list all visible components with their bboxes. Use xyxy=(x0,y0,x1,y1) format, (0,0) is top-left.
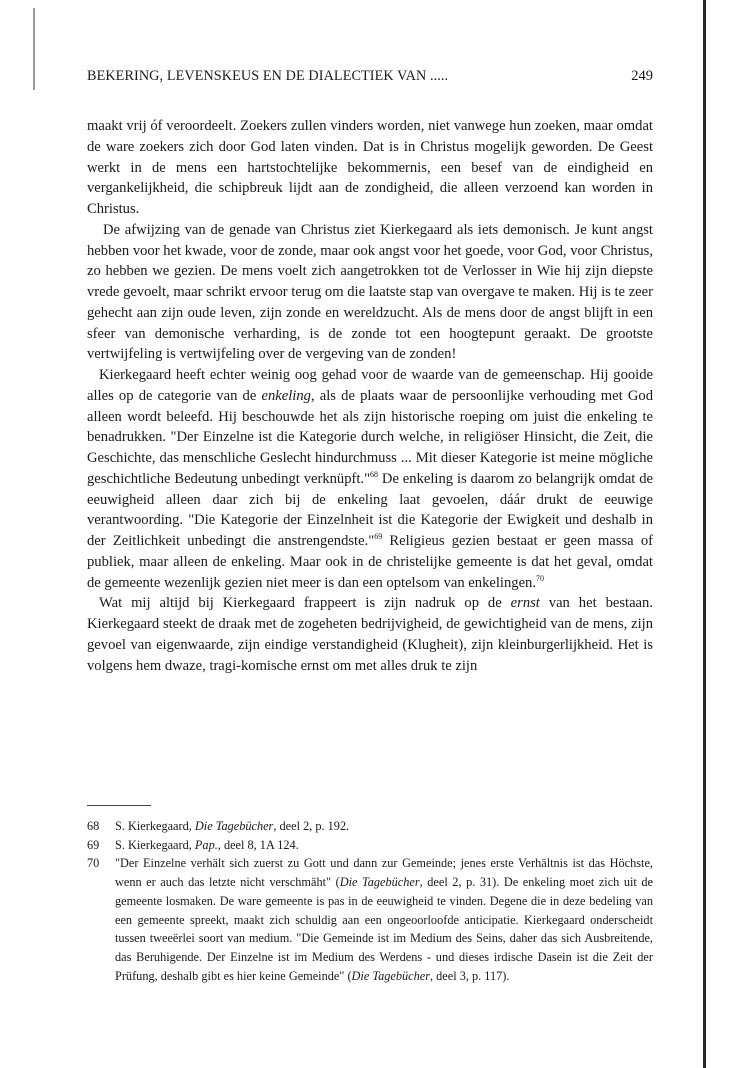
paragraph-3-text-b: , als de plaats waar de persoonlijke verhouding met God alleen wordt beleefd. Hij beschouwde het als zijn historische roeping om juist die enkeling te benadrukken. "Der Einzelne ist die Kategorie durch welche, in religiöser Hinsicht, die Zeit, die Geschichte, das menschliche Geslecht hindurchmuss ... Mit dieser Kategorie ist meine mögliche geschichtliche Bedeutung unbedingt verknüpft." xyxy=(87,387,653,487)
footnote-text-pre: S. Kierkegaard, xyxy=(115,819,195,833)
paragraph-3 xyxy=(87,365,653,593)
scan-edge-left xyxy=(33,8,35,90)
footnote-text xyxy=(115,817,653,836)
footnote-title: Pap. xyxy=(194,837,218,852)
running-head xyxy=(87,68,653,88)
footnote-number: 70 xyxy=(87,856,100,871)
footnote-title: Die Tagebücher xyxy=(194,819,274,833)
note-ref-70[interactable]: 70 xyxy=(536,573,544,583)
footnote-text-pre: "Der Einzelne verhält sich zuerst zu Gott und dann zur Gemeinde; jenes erste Verhältnis ist das Höchste, wenn er auch das letzte nicht verschmäht" ( xyxy=(115,856,653,890)
footnote-text-mid: , deel 2, p. 31). De enkeling moet zich uit de gemeente losmaken. De ware gemeente is pas in de eeuwigheid te vinden. Degene die in deze bedeling van een gemeente spreekt, maakt zich schuldig aan een ongeoorloofde anticipatie. Kierkegaard onderscheidt tussen tweeërlei soort van medium. "Die Gemeinde ist im Medium des Seins, daher das sich Ausbreitende, das Beruhigende. Der Einzelne ist im Medium des Werdens - und dieses irdische Dasein ist die Zeit der Prüfung, deshalb gibt es hier keine Gemeinde" ( xyxy=(115,875,654,983)
paragraph-3-text-a: Kierkegaard heeft echter weinig oog gehad voor de waarde van de gemeenschap. Hij gooide alles op de categorie van de xyxy=(87,367,653,404)
note-ref-68[interactable]: 68 xyxy=(370,469,379,479)
footnote-69 xyxy=(87,836,653,855)
note-ref-69[interactable]: 69 xyxy=(374,532,383,542)
running-title: BEKERING, LEVENSKEUS EN DE DIALECTIEK VAN ..... xyxy=(87,68,449,84)
footnote-text-post: , deel 2, p. 192. xyxy=(273,819,350,833)
footnotes xyxy=(87,817,653,985)
footnote-title: Die Tagebücher xyxy=(339,875,420,890)
footnote-70 xyxy=(87,854,653,985)
scan-edge-right xyxy=(703,0,706,1068)
footnote-text-post: , deel 8, 1A 124. xyxy=(217,837,299,852)
footnote-68 xyxy=(87,817,653,836)
paragraph-1: maakt vrij óf veroordeelt. Zoekers zullen vinders worden, niet vanwege hun zoeken, maar omdat de ware zoekers zich door God laten vinden. Dat is in Christus mogelijk geworden. De Geest werkt in de mens een hartstochtelijke bekommernis, een besef van de eindigheid en vergankelijkheid, die schipbreuk lijdt aan de zondigheid, die alleen verzoend kan worden in Christus. xyxy=(87,118,653,217)
paragraph-3-text-d: Religieus gezien bestaat er geen massa of publiek, maar alleen de enkeling. Maar ook in de christelijke gemeente is dat het geval, omdat de gemeente wezenlijk gezien niet meer is dan een optelsom van enkelingen. xyxy=(87,533,653,591)
page-number: 249 xyxy=(631,68,653,84)
body-text xyxy=(87,116,653,676)
footnote-text-post: , deel 3, p. 117). xyxy=(430,968,510,983)
footnote-number: 69 xyxy=(87,837,100,852)
paragraph-4-text-a: Wat mij altijd bij Kierkegaard frappeert is zijn nadruk op de xyxy=(99,595,511,612)
paragraph-2: De afwijzing van de genade van Christus ziet Kierkegaard als iets demonisch. Je kunt angst hebben voor het kwade, voor de zonde, maar ook angst voor het goede, voor God, voor Christus, zo hebben we gezien. De mens voelt zich aangetrokken tot de Verlosser in Wie hij zijn diepste vrede gevoelt, maar schrikt ervoor terug om die laatste stap van overgave te maken. Hij is te zeer gehecht aan zijn oude leven, zijn zonde en wereldzucht. Als de mens door de angst blijft in een sfeer van demonische verharding, is de zonde tot een hoogtepunt geraakt. De grootste vertwijfeling is vertwijfeling over de vergeving van de zonden! xyxy=(87,221,653,363)
paragraph-4-emphasis: ernst xyxy=(510,595,540,612)
footnote-text xyxy=(115,854,653,985)
footnote-title-2: Die Tagebücher xyxy=(351,968,430,983)
paragraph-3-text-c: De enkeling is daarom zo belangrijk omdat de eeuwigheid alleen daar zich bij de enkeling laat gevoelen, dáár drukt de eeuwige verantwoording. "Die Kategorie der Einzelnheit ist die Kategorie der Ewigkeit und deshalb in der Zeitlichkeit unbedingt die anstrengendste." xyxy=(87,470,653,549)
paragraph-4 xyxy=(87,593,653,676)
footnote-rule xyxy=(87,805,151,806)
footnote-text-pre: S. Kierkegaard, xyxy=(115,837,195,852)
footnote-number: 68 xyxy=(87,819,100,833)
paragraph-3-emphasis: enkeling xyxy=(261,387,311,404)
paragraph-4-text-b: van het bestaan. Kierkegaard steekt de draak met de zogeheten bedrijvigheid, de gewichtigheid van de mens, zijn gevoel van eigenwaarde, zijn eindige verstandigheid (Klugheit), zijn kleinburgerlijkheid. Het is volgens hem dwaze, tragi-komische ernst om met alles druk te zijn xyxy=(87,595,653,674)
footnote-text xyxy=(115,836,653,855)
